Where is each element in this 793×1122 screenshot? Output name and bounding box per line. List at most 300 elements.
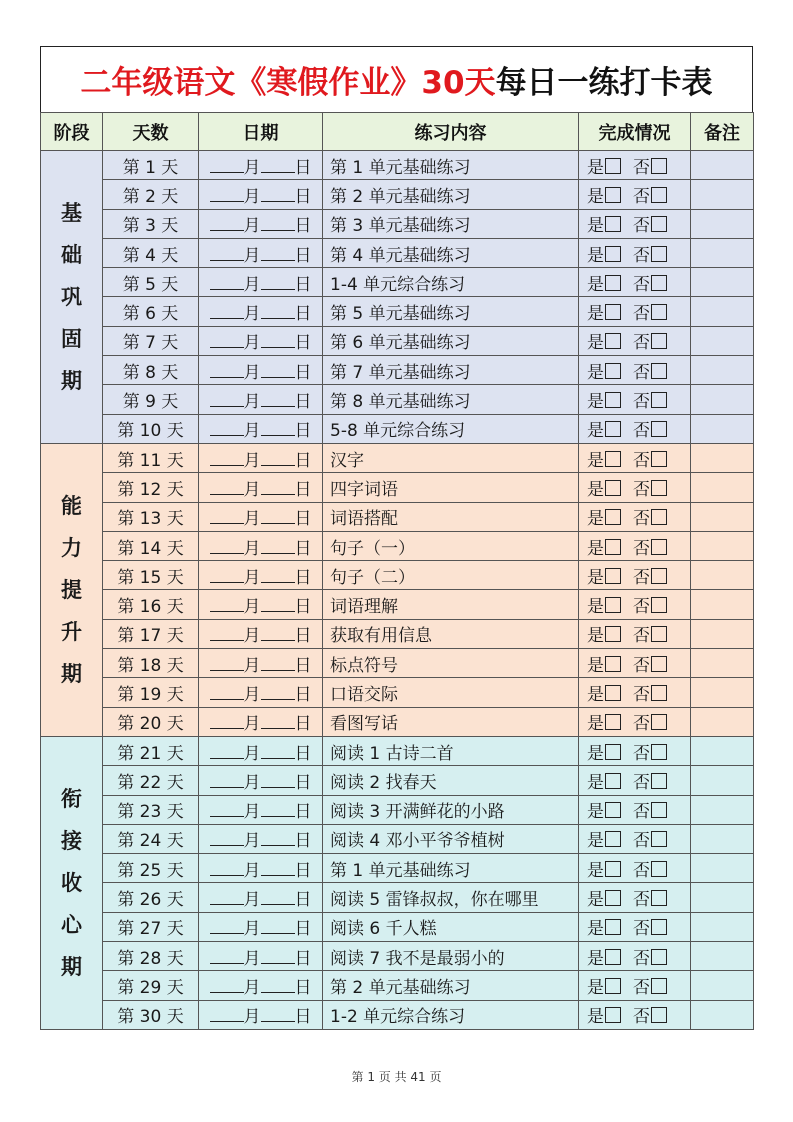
no-checkbox[interactable] <box>651 539 667 555</box>
no-checkbox[interactable] <box>651 158 667 174</box>
month-blank[interactable] <box>210 595 244 612</box>
date-cell <box>199 1000 323 1029</box>
no-checkbox[interactable] <box>651 802 667 818</box>
table-row <box>41 356 754 385</box>
yes-label: 是 <box>587 948 604 969</box>
note-cell[interactable] <box>691 268 754 297</box>
yes-checkbox[interactable] <box>605 597 621 613</box>
yes-checkbox[interactable] <box>605 978 621 994</box>
month-blank[interactable] <box>210 624 244 641</box>
note-cell[interactable] <box>691 473 754 502</box>
note-cell[interactable] <box>691 795 754 824</box>
yes-checkbox[interactable] <box>605 246 621 262</box>
table-body <box>41 151 754 1030</box>
note-cell[interactable] <box>691 590 754 619</box>
date-cell <box>199 473 323 502</box>
table-row <box>41 180 754 209</box>
no-label: 否 <box>633 567 650 588</box>
yes-checkbox[interactable] <box>605 919 621 935</box>
day-blank[interactable] <box>261 712 295 729</box>
yes-checkbox[interactable] <box>605 773 621 789</box>
page-footer: 第 1 页 共 41 页 <box>351 1070 442 1084</box>
day-cell: 第 11 天 <box>103 443 199 472</box>
no-checkbox[interactable] <box>651 392 667 408</box>
day-blank[interactable] <box>261 331 295 348</box>
day-cell: 第 4 天 <box>103 238 199 267</box>
no-label: 否 <box>633 450 650 471</box>
table-row <box>41 766 754 795</box>
month-blank[interactable] <box>210 654 244 671</box>
note-cell[interactable] <box>691 561 754 590</box>
month-blank[interactable] <box>210 829 244 846</box>
content-cell: 看图写话 <box>323 707 579 736</box>
day-label: 日 <box>294 948 312 969</box>
date-cell <box>199 883 323 912</box>
month-label: 月 <box>243 802 261 823</box>
table-row <box>41 268 754 297</box>
month-label: 月 <box>243 421 261 442</box>
month-label: 月 <box>243 362 261 383</box>
header-note: 备注 <box>691 113 754 151</box>
no-label: 否 <box>633 831 650 852</box>
no-checkbox[interactable] <box>651 480 667 496</box>
month-blank[interactable] <box>210 390 244 407</box>
note-cell[interactable] <box>691 942 754 971</box>
yes-checkbox[interactable] <box>605 656 621 672</box>
no-checkbox[interactable] <box>651 626 667 642</box>
checkin-sheet <box>40 46 753 1030</box>
day-blank[interactable] <box>261 390 295 407</box>
month-blank[interactable] <box>210 976 244 993</box>
content-cell: 标点符号 <box>323 649 579 678</box>
yes-checkbox[interactable] <box>605 802 621 818</box>
day-blank[interactable] <box>261 683 295 700</box>
no-checkbox[interactable] <box>651 568 667 584</box>
note-cell[interactable] <box>691 180 754 209</box>
month-blank[interactable] <box>210 800 244 817</box>
yes-checkbox[interactable] <box>605 949 621 965</box>
yes-checkbox[interactable] <box>605 480 621 496</box>
no-label: 否 <box>633 802 650 823</box>
month-blank[interactable] <box>210 771 244 788</box>
date-cell <box>199 268 323 297</box>
note-cell[interactable] <box>691 707 754 736</box>
content-cell: 四字词语 <box>323 473 579 502</box>
note-cell[interactable] <box>691 414 754 443</box>
month-label: 月 <box>243 538 261 559</box>
note-cell[interactable] <box>691 502 754 531</box>
day-cell: 第 26 天 <box>103 883 199 912</box>
no-checkbox[interactable] <box>651 421 667 437</box>
day-label: 日 <box>294 626 312 647</box>
no-checkbox[interactable] <box>651 509 667 525</box>
no-checkbox[interactable] <box>651 831 667 847</box>
note-cell[interactable] <box>691 385 754 414</box>
yes-label: 是 <box>587 362 604 383</box>
yes-checkbox[interactable] <box>605 861 621 877</box>
month-blank[interactable] <box>210 742 244 759</box>
yes-checkbox[interactable] <box>605 333 621 349</box>
day-blank[interactable] <box>261 566 295 583</box>
day-cell: 第 23 天 <box>103 795 199 824</box>
month-label: 月 <box>243 216 261 237</box>
month-blank[interactable] <box>210 947 244 964</box>
no-label: 否 <box>633 274 650 295</box>
note-cell[interactable] <box>691 238 754 267</box>
content-cell: 句子（二） <box>323 561 579 590</box>
yes-checkbox[interactable] <box>605 421 621 437</box>
day-cell: 第 14 天 <box>103 531 199 560</box>
day-blank[interactable] <box>261 478 295 495</box>
content-cell: 第 1 单元基础练习 <box>323 854 579 883</box>
yes-checkbox[interactable] <box>605 890 621 906</box>
day-blank[interactable] <box>261 654 295 671</box>
day-label: 日 <box>294 538 312 559</box>
table-row <box>41 473 754 502</box>
day-label: 日 <box>294 977 312 998</box>
no-label: 否 <box>633 362 650 383</box>
no-checkbox[interactable] <box>651 333 667 349</box>
no-label: 否 <box>633 684 650 705</box>
month-blank[interactable] <box>210 244 244 261</box>
yes-checkbox[interactable] <box>605 714 621 730</box>
content-cell: 句子（一） <box>323 531 579 560</box>
no-label: 否 <box>633 538 650 559</box>
month-blank[interactable] <box>210 888 244 905</box>
day-blank[interactable] <box>261 917 295 934</box>
month-blank[interactable] <box>210 566 244 583</box>
day-blank[interactable] <box>261 800 295 817</box>
no-checkbox[interactable] <box>651 275 667 291</box>
yes-checkbox[interactable] <box>605 304 621 320</box>
status-cell <box>579 766 691 795</box>
day-label: 日 <box>294 421 312 442</box>
no-label: 否 <box>633 743 650 764</box>
no-checkbox[interactable] <box>651 1007 667 1023</box>
yes-checkbox[interactable] <box>605 275 621 291</box>
stage-char: 接 <box>61 828 82 853</box>
yes-label: 是 <box>587 831 604 852</box>
status-cell <box>579 854 691 883</box>
table-row <box>41 883 754 912</box>
month-blank[interactable] <box>210 273 244 290</box>
checkin-table <box>40 112 754 1030</box>
content-cell: 阅读 2 找春天 <box>323 766 579 795</box>
month-blank[interactable] <box>210 507 244 524</box>
date-cell <box>199 356 323 385</box>
yes-checkbox[interactable] <box>605 1007 621 1023</box>
day-blank[interactable] <box>261 947 295 964</box>
day-label: 日 <box>294 157 312 178</box>
day-label: 日 <box>294 509 312 530</box>
yes-checkbox[interactable] <box>605 685 621 701</box>
stage-label <box>41 151 103 444</box>
yes-checkbox[interactable] <box>605 187 621 203</box>
header-stage: 阶段 <box>41 113 103 151</box>
day-cell: 第 16 天 <box>103 590 199 619</box>
day-cell: 第 25 天 <box>103 854 199 883</box>
content-cell: 词语理解 <box>323 590 579 619</box>
stage-char: 巩 <box>61 284 82 309</box>
day-label: 日 <box>294 772 312 793</box>
date-cell <box>199 971 323 1000</box>
no-label: 否 <box>633 890 650 911</box>
no-checkbox[interactable] <box>651 714 667 730</box>
date-cell <box>199 297 323 326</box>
yes-checkbox[interactable] <box>605 744 621 760</box>
yes-checkbox[interactable] <box>605 539 621 555</box>
no-checkbox[interactable] <box>651 978 667 994</box>
day-cell: 第 21 天 <box>103 736 199 765</box>
content-cell: 汉字 <box>323 443 579 472</box>
date-cell <box>199 238 323 267</box>
day-blank[interactable] <box>261 156 295 173</box>
stage-char: 收 <box>61 870 82 895</box>
no-checkbox[interactable] <box>651 890 667 906</box>
status-cell <box>579 912 691 941</box>
month-blank[interactable] <box>210 185 244 202</box>
yes-checkbox[interactable] <box>605 216 621 232</box>
content-cell: 获取有用信息 <box>323 619 579 648</box>
day-blank[interactable] <box>261 361 295 378</box>
note-cell[interactable] <box>691 297 754 326</box>
day-blank[interactable] <box>261 976 295 993</box>
day-blank[interactable] <box>261 419 295 436</box>
day-cell: 第 8 天 <box>103 356 199 385</box>
day-cell: 第 9 天 <box>103 385 199 414</box>
stage-char: 期 <box>61 368 82 393</box>
month-blank[interactable] <box>210 917 244 934</box>
table-row <box>41 942 754 971</box>
no-checkbox[interactable] <box>651 597 667 613</box>
month-blank[interactable] <box>210 302 244 319</box>
no-label: 否 <box>633 772 650 793</box>
yes-checkbox[interactable] <box>605 831 621 847</box>
month-blank[interactable] <box>210 478 244 495</box>
month-blank[interactable] <box>210 683 244 700</box>
month-label: 月 <box>243 450 261 471</box>
stage-char: 础 <box>61 242 82 267</box>
day-blank[interactable] <box>261 214 295 231</box>
month-label: 月 <box>243 274 261 295</box>
day-blank[interactable] <box>261 273 295 290</box>
table-row <box>41 1000 754 1029</box>
day-blank[interactable] <box>261 595 295 612</box>
table-row <box>41 151 754 180</box>
day-blank[interactable] <box>261 624 295 641</box>
no-checkbox[interactable] <box>651 919 667 935</box>
month-blank[interactable] <box>210 214 244 231</box>
day-blank[interactable] <box>261 888 295 905</box>
note-cell[interactable] <box>691 912 754 941</box>
day-cell: 第 1 天 <box>103 151 199 180</box>
status-cell <box>579 473 691 502</box>
content-cell: 第 6 单元基础练习 <box>323 326 579 355</box>
stage-label <box>41 443 103 736</box>
no-checkbox[interactable] <box>651 861 667 877</box>
no-checkbox[interactable] <box>651 216 667 232</box>
yes-checkbox[interactable] <box>605 568 621 584</box>
note-cell[interactable] <box>691 619 754 648</box>
yes-label: 是 <box>587 1007 604 1028</box>
month-blank[interactable] <box>210 537 244 554</box>
stage-char: 升 <box>61 619 82 644</box>
day-label: 日 <box>294 450 312 471</box>
date-cell <box>199 590 323 619</box>
status-cell <box>579 151 691 180</box>
day-label: 日 <box>294 479 312 500</box>
no-label: 否 <box>633 626 650 647</box>
date-cell <box>199 912 323 941</box>
stage-label <box>41 736 103 1029</box>
day-cell: 第 29 天 <box>103 971 199 1000</box>
status-cell <box>579 678 691 707</box>
note-cell[interactable] <box>691 209 754 238</box>
content-cell: 第 3 单元基础练习 <box>323 209 579 238</box>
month-label: 月 <box>243 948 261 969</box>
date-cell <box>199 766 323 795</box>
date-cell <box>199 385 323 414</box>
month-blank[interactable] <box>210 156 244 173</box>
date-cell <box>199 209 323 238</box>
table-row <box>41 678 754 707</box>
day-label: 日 <box>294 1007 312 1028</box>
note-cell[interactable] <box>691 531 754 560</box>
stage-char: 力 <box>61 535 82 560</box>
no-checkbox[interactable] <box>651 744 667 760</box>
month-label: 月 <box>243 831 261 852</box>
note-cell[interactable] <box>691 326 754 355</box>
no-checkbox[interactable] <box>651 246 667 262</box>
day-label: 日 <box>294 890 312 911</box>
no-checkbox[interactable] <box>651 685 667 701</box>
date-cell <box>199 151 323 180</box>
day-blank[interactable] <box>261 302 295 319</box>
yes-label: 是 <box>587 890 604 911</box>
month-label: 月 <box>243 919 261 940</box>
stage-char: 提 <box>61 577 82 602</box>
no-checkbox[interactable] <box>651 773 667 789</box>
status-cell <box>579 649 691 678</box>
month-blank[interactable] <box>210 712 244 729</box>
yes-checkbox[interactable] <box>605 158 621 174</box>
month-blank[interactable] <box>210 419 244 436</box>
day-blank[interactable] <box>261 507 295 524</box>
date-cell <box>199 707 323 736</box>
day-blank[interactable] <box>261 742 295 759</box>
yes-label: 是 <box>587 684 604 705</box>
month-blank[interactable] <box>210 859 244 876</box>
yes-label: 是 <box>587 714 604 735</box>
yes-checkbox[interactable] <box>605 626 621 642</box>
day-blank[interactable] <box>261 771 295 788</box>
no-label: 否 <box>633 948 650 969</box>
no-checkbox[interactable] <box>651 304 667 320</box>
date-cell <box>199 502 323 531</box>
no-label: 否 <box>633 216 650 237</box>
yes-label: 是 <box>587 509 604 530</box>
note-cell[interactable] <box>691 356 754 385</box>
stage-char: 能 <box>61 493 82 518</box>
day-blank[interactable] <box>261 185 295 202</box>
content-cell: 阅读 6 千人糕 <box>323 912 579 941</box>
content-cell: 阅读 4 邓小平爷爷植树 <box>323 824 579 853</box>
note-cell[interactable] <box>691 1000 754 1029</box>
yes-checkbox[interactable] <box>605 451 621 467</box>
day-blank[interactable] <box>261 244 295 261</box>
note-cell[interactable] <box>691 649 754 678</box>
no-checkbox[interactable] <box>651 451 667 467</box>
month-blank[interactable] <box>210 361 244 378</box>
yes-label: 是 <box>587 626 604 647</box>
no-label: 否 <box>633 304 650 325</box>
day-blank[interactable] <box>261 537 295 554</box>
stage-char: 基 <box>61 200 82 225</box>
no-checkbox[interactable] <box>651 187 667 203</box>
month-label: 月 <box>243 714 261 735</box>
table-row <box>41 795 754 824</box>
month-label: 月 <box>243 245 261 266</box>
note-cell[interactable] <box>691 443 754 472</box>
no-label: 否 <box>633 509 650 530</box>
table-row <box>41 297 754 326</box>
note-cell[interactable] <box>691 736 754 765</box>
note-cell[interactable] <box>691 766 754 795</box>
day-blank[interactable] <box>261 1005 295 1022</box>
day-blank[interactable] <box>261 859 295 876</box>
no-checkbox[interactable] <box>651 363 667 379</box>
day-cell: 第 13 天 <box>103 502 199 531</box>
no-checkbox[interactable] <box>651 949 667 965</box>
stage-char: 固 <box>61 326 82 351</box>
date-cell <box>199 414 323 443</box>
no-checkbox[interactable] <box>651 656 667 672</box>
no-label: 否 <box>633 186 650 207</box>
note-cell[interactable] <box>691 854 754 883</box>
table-row <box>41 443 754 472</box>
note-cell[interactable] <box>691 971 754 1000</box>
note-cell[interactable] <box>691 824 754 853</box>
yes-label: 是 <box>587 860 604 881</box>
table-row <box>41 531 754 560</box>
month-label: 月 <box>243 186 261 207</box>
yes-checkbox[interactable] <box>605 363 621 379</box>
yes-label: 是 <box>587 186 604 207</box>
status-cell <box>579 942 691 971</box>
yes-checkbox[interactable] <box>605 392 621 408</box>
month-blank[interactable] <box>210 1005 244 1022</box>
note-cell[interactable] <box>691 678 754 707</box>
yes-label: 是 <box>587 743 604 764</box>
yes-checkbox[interactable] <box>605 509 621 525</box>
day-label: 日 <box>294 245 312 266</box>
day-blank[interactable] <box>261 829 295 846</box>
no-label: 否 <box>633 157 650 178</box>
day-cell: 第 6 天 <box>103 297 199 326</box>
stage-char: 心 <box>61 912 82 937</box>
note-cell[interactable] <box>691 883 754 912</box>
no-label: 否 <box>633 597 650 618</box>
month-blank[interactable] <box>210 331 244 348</box>
day-blank[interactable] <box>261 449 295 466</box>
table-row <box>41 912 754 941</box>
month-label: 月 <box>243 743 261 764</box>
note-cell[interactable] <box>691 151 754 180</box>
table-row <box>41 590 754 619</box>
day-label: 日 <box>294 860 312 881</box>
month-label: 月 <box>243 772 261 793</box>
month-blank[interactable] <box>210 449 244 466</box>
